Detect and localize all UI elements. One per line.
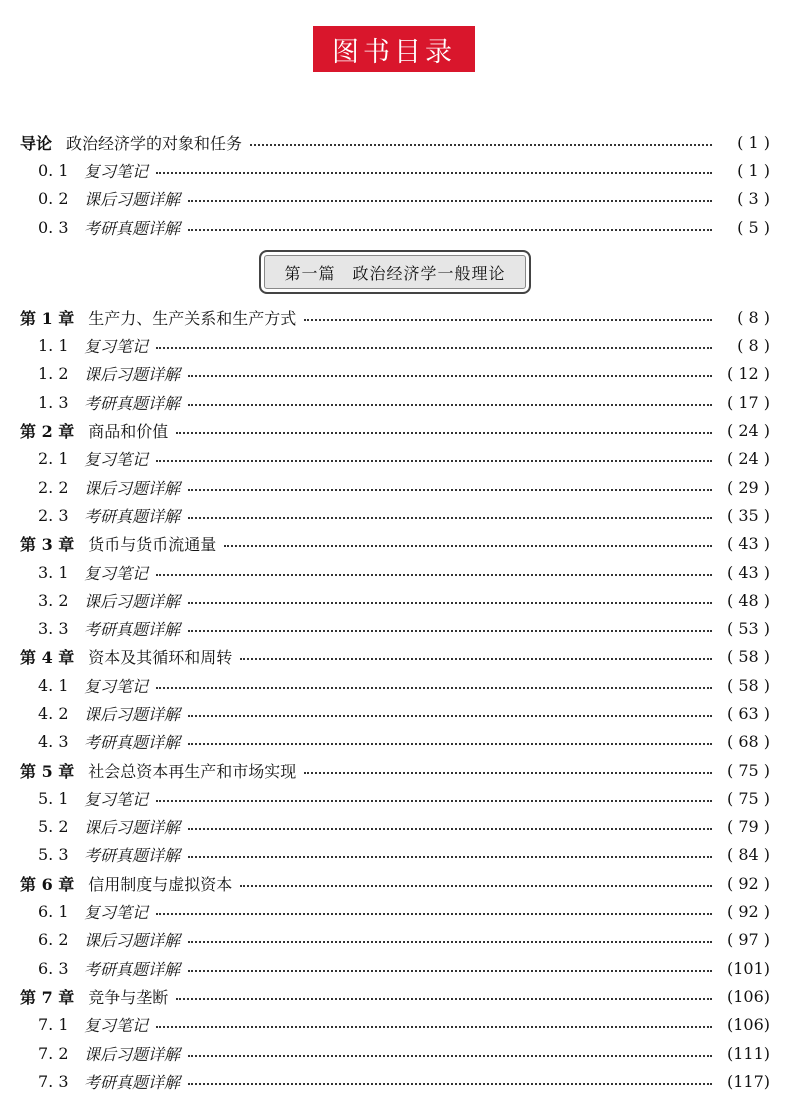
- toc-page-number: ( 58 ): [726, 675, 770, 695]
- toc-chapter-row[interactable]: [0, 303, 790, 331]
- toc-page-number: ( 8 ): [737, 307, 770, 327]
- toc-chapter-row[interactable]: [0, 869, 790, 897]
- toc-section-row[interactable]: [0, 926, 790, 954]
- toc-page-number: ( 68 ): [726, 732, 770, 752]
- toc-section-row[interactable]: [0, 614, 790, 642]
- toc-section-row[interactable]: [0, 213, 790, 241]
- toc-page-number: ( 79 ): [726, 817, 770, 837]
- dot-leader: [188, 1054, 712, 1057]
- toc-entry-number: 第 1 章: [20, 308, 75, 328]
- dot-leader: [188, 374, 712, 377]
- dot-leader: [188, 742, 712, 745]
- toc-page-number: ( 35 ): [726, 505, 770, 525]
- page-title: 图书目录: [313, 26, 475, 72]
- toc-section-row[interactable]: [0, 671, 790, 699]
- toc-entry-number: 0. 1: [38, 160, 69, 180]
- dot-leader: [188, 516, 712, 519]
- toc-entry-number: 7. 3: [38, 1071, 69, 1091]
- toc-entry-number: 4. 2: [38, 703, 69, 723]
- toc-section-row[interactable]: [0, 784, 790, 812]
- toc-page-number: ( 53 ): [726, 619, 770, 639]
- toc-entry-title: 课后习题详解: [84, 591, 181, 611]
- toc-entry-title: 课后习题详解: [84, 478, 181, 498]
- toc-page-number: ( 75 ): [726, 760, 770, 780]
- dot-leader: [188, 403, 712, 406]
- toc-entry-title: 信用制度与虚拟资本: [88, 874, 233, 894]
- dot-leader: [156, 171, 712, 174]
- toc-entry-number: 1. 1: [38, 336, 69, 356]
- toc-section-row[interactable]: [0, 473, 790, 501]
- toc-entry-title: 竞争与垄断: [88, 987, 169, 1007]
- toc-page-number: ( 43 ): [726, 534, 770, 554]
- toc-entry-title: 考研真题详解: [84, 846, 181, 866]
- toc-entry-number: 4. 1: [38, 675, 69, 695]
- toc-section-row[interactable]: [0, 445, 790, 473]
- toc-chapter-row[interactable]: [0, 982, 790, 1010]
- toc-entry-title: 考研真题详解: [84, 506, 181, 526]
- toc-chapter-row[interactable]: [0, 530, 790, 558]
- toc-page-number: ( 43 ): [726, 562, 770, 582]
- toc-page-number: (101): [726, 958, 770, 978]
- toc-entry-title: 复习笔记: [84, 903, 149, 923]
- toc-section-row[interactable]: [0, 388, 790, 416]
- toc-entry-number: 第 4 章: [20, 648, 75, 668]
- toc-page-number: ( 8 ): [737, 336, 770, 356]
- toc-entry-number: 第 2 章: [20, 422, 75, 442]
- toc-entry-title: 商品和价值: [88, 422, 169, 442]
- toc-page-number: ( 5 ): [737, 217, 770, 237]
- toc-entry-number: 1. 2: [38, 364, 69, 384]
- toc-chapter-row[interactable]: [0, 756, 790, 784]
- toc-entry-title: 课后习题详解: [84, 1044, 181, 1064]
- toc-entry-number: 0. 2: [38, 189, 69, 209]
- toc-entry-title: 考研真题详解: [84, 620, 181, 640]
- toc-page-number: (106): [726, 986, 770, 1006]
- toc-entry-number: 3. 1: [38, 562, 69, 582]
- toc-entry-title: 课后习题详解: [84, 704, 181, 724]
- toc-page-number: ( 92 ): [726, 873, 770, 893]
- toc-entry-number: 6. 2: [38, 930, 69, 950]
- toc-entry-title: 复习笔记: [84, 161, 149, 181]
- toc-page-number: ( 29 ): [726, 477, 770, 497]
- dot-leader: [188, 228, 712, 231]
- toc-entry-number: 7. 1: [38, 1015, 69, 1035]
- toc-section-row[interactable]: [0, 1039, 790, 1067]
- toc-page-number: ( 1 ): [737, 160, 770, 180]
- toc-page-number: (117): [726, 1071, 770, 1091]
- toc-entry-title: 考研真题详解: [84, 393, 181, 413]
- toc-page-number: ( 24 ): [726, 421, 770, 441]
- toc-entry-number: 2. 1: [38, 449, 69, 469]
- toc-entry-title: 课后习题详解: [84, 931, 181, 951]
- dot-leader: [156, 799, 712, 802]
- dot-leader: [188, 855, 712, 858]
- toc-entry-title: 社会总资本再生产和市场实现: [88, 761, 297, 781]
- toc-entry-title: 课后习题详解: [84, 818, 181, 838]
- toc-page-number: ( 84 ): [726, 845, 770, 865]
- toc-entry-number: 5. 3: [38, 845, 69, 865]
- dot-leader: [304, 318, 712, 321]
- dot-leader: [156, 1025, 712, 1028]
- toc-section-row[interactable]: [0, 185, 790, 213]
- toc-page-number: ( 12 ): [726, 364, 770, 384]
- dot-leader: [188, 629, 712, 632]
- toc-entry-number: 1. 3: [38, 392, 69, 412]
- toc-entry-title: 货币与货币流通量: [88, 535, 217, 555]
- toc-entry-title: 课后习题详解: [84, 190, 181, 210]
- toc-entry-title: 资本及其循环和周转: [88, 648, 233, 668]
- toc-entry-title: 复习笔记: [84, 337, 149, 357]
- toc-entry-number: 第 5 章: [20, 761, 75, 781]
- dot-leader: [176, 997, 712, 1000]
- toc-entry-title: 考研真题详解: [84, 218, 181, 238]
- dot-leader: [156, 459, 712, 462]
- toc-page-number: ( 97 ): [726, 930, 770, 950]
- toc-page-number: ( 24 ): [726, 449, 770, 469]
- toc-section-row[interactable]: [0, 1067, 790, 1095]
- dot-leader: [188, 488, 712, 491]
- dot-leader: [304, 771, 712, 774]
- dot-leader: [156, 346, 712, 349]
- toc-entry-number: 3. 2: [38, 590, 69, 610]
- toc-entry-title: 考研真题详解: [84, 733, 181, 753]
- dot-leader: [176, 431, 712, 434]
- toc-entry-title: 复习笔记: [84, 1016, 149, 1036]
- toc-entry-number: 5. 1: [38, 788, 69, 808]
- toc-entry-number: 2. 3: [38, 505, 69, 525]
- toc-entry-number: 4. 3: [38, 732, 69, 752]
- toc-page-number: ( 75 ): [726, 788, 770, 808]
- toc-entry-title: 考研真题详解: [84, 959, 181, 979]
- toc-page-number: ( 48 ): [726, 590, 770, 610]
- toc-page-number: ( 63 ): [726, 703, 770, 723]
- toc-page-number: ( 3 ): [737, 189, 770, 209]
- toc-section-row[interactable]: [0, 331, 790, 359]
- toc-page-number: (111): [726, 1043, 770, 1063]
- toc-chapter-row[interactable]: [0, 128, 790, 156]
- toc-section-row[interactable]: [0, 954, 790, 982]
- toc-section-row[interactable]: [0, 558, 790, 586]
- dot-leader: [188, 199, 712, 202]
- dot-leader: [188, 1082, 712, 1085]
- toc-section-row[interactable]: [0, 897, 790, 925]
- dot-leader: [224, 544, 712, 547]
- toc-entry-title: 考研真题详解: [84, 1072, 181, 1092]
- toc-entry-number: 第 3 章: [20, 535, 75, 555]
- toc-page-number: ( 58 ): [726, 647, 770, 667]
- toc-section-row[interactable]: [0, 699, 790, 727]
- table-of-contents: [0, 128, 790, 1096]
- dot-leader: [188, 714, 712, 717]
- dot-leader: [156, 912, 712, 915]
- part-heading: [0, 241, 790, 303]
- dot-leader: [188, 601, 712, 604]
- toc-section-row[interactable]: [0, 360, 790, 388]
- toc-entry-title: 政治经济学的对象和任务: [66, 133, 243, 153]
- toc-entry-number: 第 7 章: [20, 987, 75, 1007]
- toc-section-row[interactable]: [0, 728, 790, 756]
- toc-entry-number: 7. 2: [38, 1043, 69, 1063]
- toc-entry-number: 6. 3: [38, 958, 69, 978]
- toc-page-number: (106): [726, 1015, 770, 1035]
- toc-entry-title: 复习笔记: [84, 789, 149, 809]
- toc-page-number: ( 17 ): [726, 392, 770, 412]
- toc-entry-title: 复习笔记: [84, 676, 149, 696]
- toc-section-row[interactable]: [0, 501, 790, 529]
- toc-entry-number: 2. 2: [38, 477, 69, 497]
- toc-page-number: ( 1 ): [737, 132, 770, 152]
- part-heading-label: 第一篇 政治经济学一般理论: [259, 250, 531, 294]
- toc-entry-number: 3. 3: [38, 619, 69, 639]
- toc-chapter-row[interactable]: [0, 416, 790, 444]
- dot-leader: [240, 657, 712, 660]
- toc-entry-number: 导论: [20, 133, 53, 153]
- toc-entry-number: 6. 1: [38, 902, 69, 922]
- toc-section-row[interactable]: [0, 586, 790, 614]
- toc-entry-title: 复习笔记: [84, 563, 149, 583]
- toc-entry-number: 0. 3: [38, 217, 69, 237]
- toc-section-row[interactable]: [0, 841, 790, 869]
- dot-leader: [156, 573, 712, 576]
- toc-entry-title: 复习笔记: [84, 450, 149, 470]
- toc-entry-number: 5. 2: [38, 817, 69, 837]
- dot-leader: [240, 884, 712, 887]
- toc-section-row[interactable]: [0, 1011, 790, 1039]
- dot-leader: [156, 686, 712, 689]
- toc-section-row[interactable]: [0, 156, 790, 184]
- dot-leader: [188, 969, 712, 972]
- toc-entry-title: 生产力、生产关系和生产方式: [88, 308, 297, 328]
- toc-entry-title: 课后习题详解: [84, 365, 181, 385]
- dot-leader: [188, 827, 712, 830]
- toc-section-row[interactable]: [0, 813, 790, 841]
- dot-leader: [188, 940, 712, 943]
- toc-chapter-row[interactable]: [0, 643, 790, 671]
- dot-leader: [250, 143, 712, 146]
- toc-entry-number: 第 6 章: [20, 874, 75, 894]
- toc-page-number: ( 92 ): [726, 902, 770, 922]
